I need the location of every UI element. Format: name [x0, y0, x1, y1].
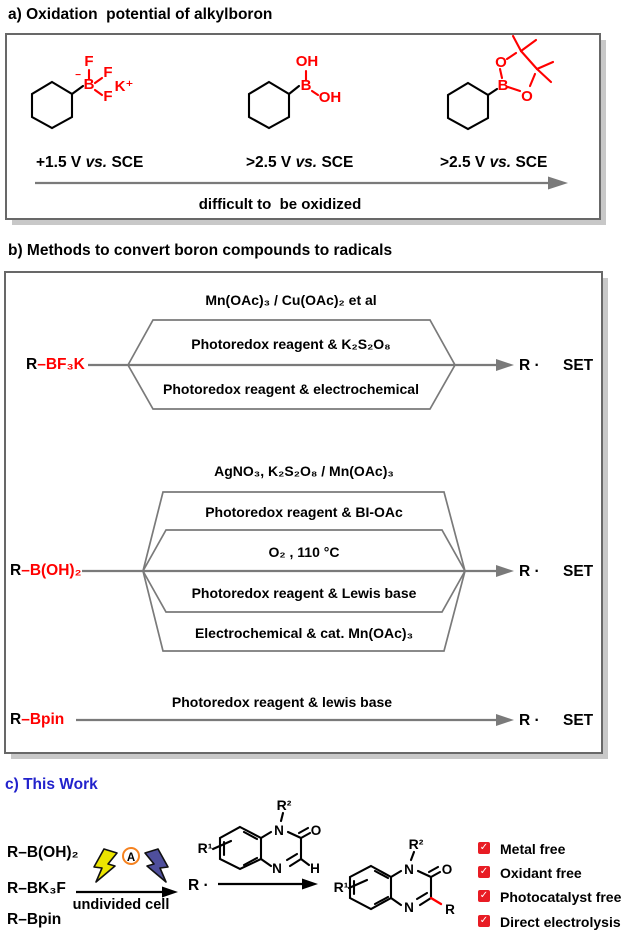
- ammeter-icon: [123, 848, 139, 864]
- potential-label-pinacol-boronate: >2.5 V vs. SCE: [440, 154, 548, 171]
- boron-charge-label: −: [75, 70, 81, 81]
- fluorine-upper-right-label: F: [103, 64, 113, 81]
- path-boh2-oxygen-heat: O₂ , 110 °C: [268, 544, 340, 560]
- mechanism-label-1: SET: [563, 357, 594, 374]
- undivided-cell-label: undivided cell: [72, 897, 170, 913]
- potassium-cation-label: K⁺: [114, 78, 134, 95]
- fluorine-lower-right-label: F: [103, 88, 113, 105]
- hydroxyl-top-label: OH: [295, 53, 319, 70]
- radical-intermediate-label: R ·: [188, 877, 209, 894]
- feature-photocatalyst-free: Photocatalyst free: [500, 889, 622, 905]
- section-c-title: c) This Work: [5, 776, 98, 793]
- benzo-ring: [350, 866, 391, 909]
- radical-addition-arrow: [218, 879, 318, 890]
- radical-product-1: R ·: [519, 357, 540, 374]
- conditions-above-boronic-acid: AgNO₃, K₂S₂O₈ / Mn(OAc)₃: [214, 463, 394, 479]
- benzo-ring: [220, 827, 261, 869]
- hydroxyl-right-label: OH: [318, 89, 342, 106]
- carbonyl-oxygen-label: O: [310, 823, 322, 838]
- r2-substituent-label: R²: [276, 797, 292, 813]
- n4-atom-label: N: [404, 900, 414, 915]
- section-b-title: b) Methods to convert boron compounds to radicals: [8, 242, 393, 259]
- path-boh2-photoredox-lewis-base: Photoredox reagent & Lewis base: [191, 585, 417, 601]
- potential-label-trifluoroborate: +1.5 V vs. SCE: [36, 154, 144, 171]
- electrolysis-arrow: [76, 887, 178, 898]
- r1-substituent-label: R¹: [197, 840, 213, 856]
- substrate-bpin: R–Bpin: [10, 711, 65, 728]
- structure-quinoxalinone-reactant: [198, 797, 322, 876]
- checkbox-oxidant-free-icon: ✓: [479, 866, 489, 877]
- r-group-label: R: [445, 902, 455, 917]
- checkbox-metal-free-icon: ✓: [479, 842, 489, 853]
- feature-direct-electrolysis: Direct electrolysis: [500, 914, 621, 930]
- new-c-r-bond: [431, 898, 441, 904]
- checkbox-direct-electrolysis-icon: ✓: [479, 915, 489, 926]
- electricity-bolt-blue-icon: [145, 849, 168, 882]
- r1-substituent-label: R¹: [333, 879, 349, 895]
- electricity-bolt-yellow-icon: [94, 849, 117, 882]
- checkbox-photocatalyst-free-icon: ✓: [479, 890, 489, 901]
- n4-atom-label: N: [272, 861, 282, 876]
- feature-oxidant-free: Oxidant free: [500, 865, 582, 881]
- path-bf3k-photoredox-electrochemical: Photoredox reagent & electrochemical: [163, 381, 419, 397]
- n1-atom-label: N: [404, 862, 414, 877]
- structure-quinoxalinone-product: [334, 836, 456, 917]
- fluorine-top-label: F: [84, 53, 94, 70]
- mechanism-label-3: SET: [563, 712, 594, 729]
- radical-product-3: R ·: [519, 712, 540, 729]
- boron-atom-label: B: [497, 77, 509, 94]
- mechanism-label-2: SET: [563, 563, 594, 580]
- r2-substituent-label: R²: [408, 836, 424, 852]
- this-work-substrate-boh2: R–B(OH)₂: [7, 844, 79, 861]
- radical-product-2: R ·: [519, 563, 540, 580]
- n1-atom-label: N: [274, 823, 284, 838]
- path-boh2-photoredox-bioac: Photoredox reagent & BI-OAc: [205, 504, 403, 520]
- path-bf3k-photoredox-persulfate: Photoredox reagent & K₂S₂O₈: [191, 336, 391, 352]
- boron-atom-label: B: [83, 76, 95, 93]
- this-work-substrate-bk3f: R–BK₃F: [7, 880, 66, 897]
- conditions-above-bf3k: Mn(OAc)₃ / Cu(OAc)₂ et al: [205, 292, 377, 308]
- conditions-above-bpin: Photoredox reagent & lewis base: [171, 694, 393, 710]
- boron-atom-label: B: [300, 77, 312, 94]
- reaction-scheme-figure: a) Oxidation potential of alkylboron b) Methods to convert boron compounds to radicals c) This Work − B F F F K⁺ B OH OH B O O A N N R² O H R¹ N N R² O R R¹ +1.5 V vs. SCE >2.5 V vs. SCE >2.5 V vs. SCE difficult to be oxidized R–BF₃K Mn(OAc)₃ / Cu(OAc)₂ et al Photoredox reagent & K₂S₂O₈ Photoredox reagent & electrochemical R · SET R–B(OH)₂ AgNO₃, K₂S₂O₈ / Mn(OAc)₃ Photoredox reagent & BI-OAc O₂ , 110 °C Photoredox reagent & Lewis base Electrochemical & cat. Mn(OAc)₃ R · SET R–Bpin Photoredox reagent & lewis base R · SET R–B(OH)₂ R–BK₃F R–Bpin undivided cell R · ✓ Metal free ✓ Oxidant free ✓ Photocatalyst free ✓ Direct electrolysis: [0, 0, 633, 935]
- oxygen-bottom-label: O: [521, 88, 533, 105]
- this-work-substrate-bpin: R–Bpin: [7, 911, 62, 928]
- substrate-boronic-acid: R–B(OH)₂: [10, 562, 82, 579]
- potential-label-boronic-acid: >2.5 V vs. SCE: [246, 154, 354, 171]
- oxygen-top-label: O: [495, 54, 507, 71]
- feature-metal-free: Metal free: [500, 841, 566, 857]
- path-boh2-electrochemical-mn: Electrochemical & cat. Mn(OAc)₃: [194, 625, 414, 641]
- carbonyl-oxygen-label: O: [441, 862, 453, 877]
- section-a-title: a) Oxidation potential of alkylboron: [8, 6, 273, 23]
- ammeter-label: A: [126, 852, 136, 864]
- c3-hydrogen-label: H: [310, 861, 320, 876]
- panel-a: [5, 33, 601, 220]
- substrate-bf3k: R–BF₃K: [26, 356, 85, 373]
